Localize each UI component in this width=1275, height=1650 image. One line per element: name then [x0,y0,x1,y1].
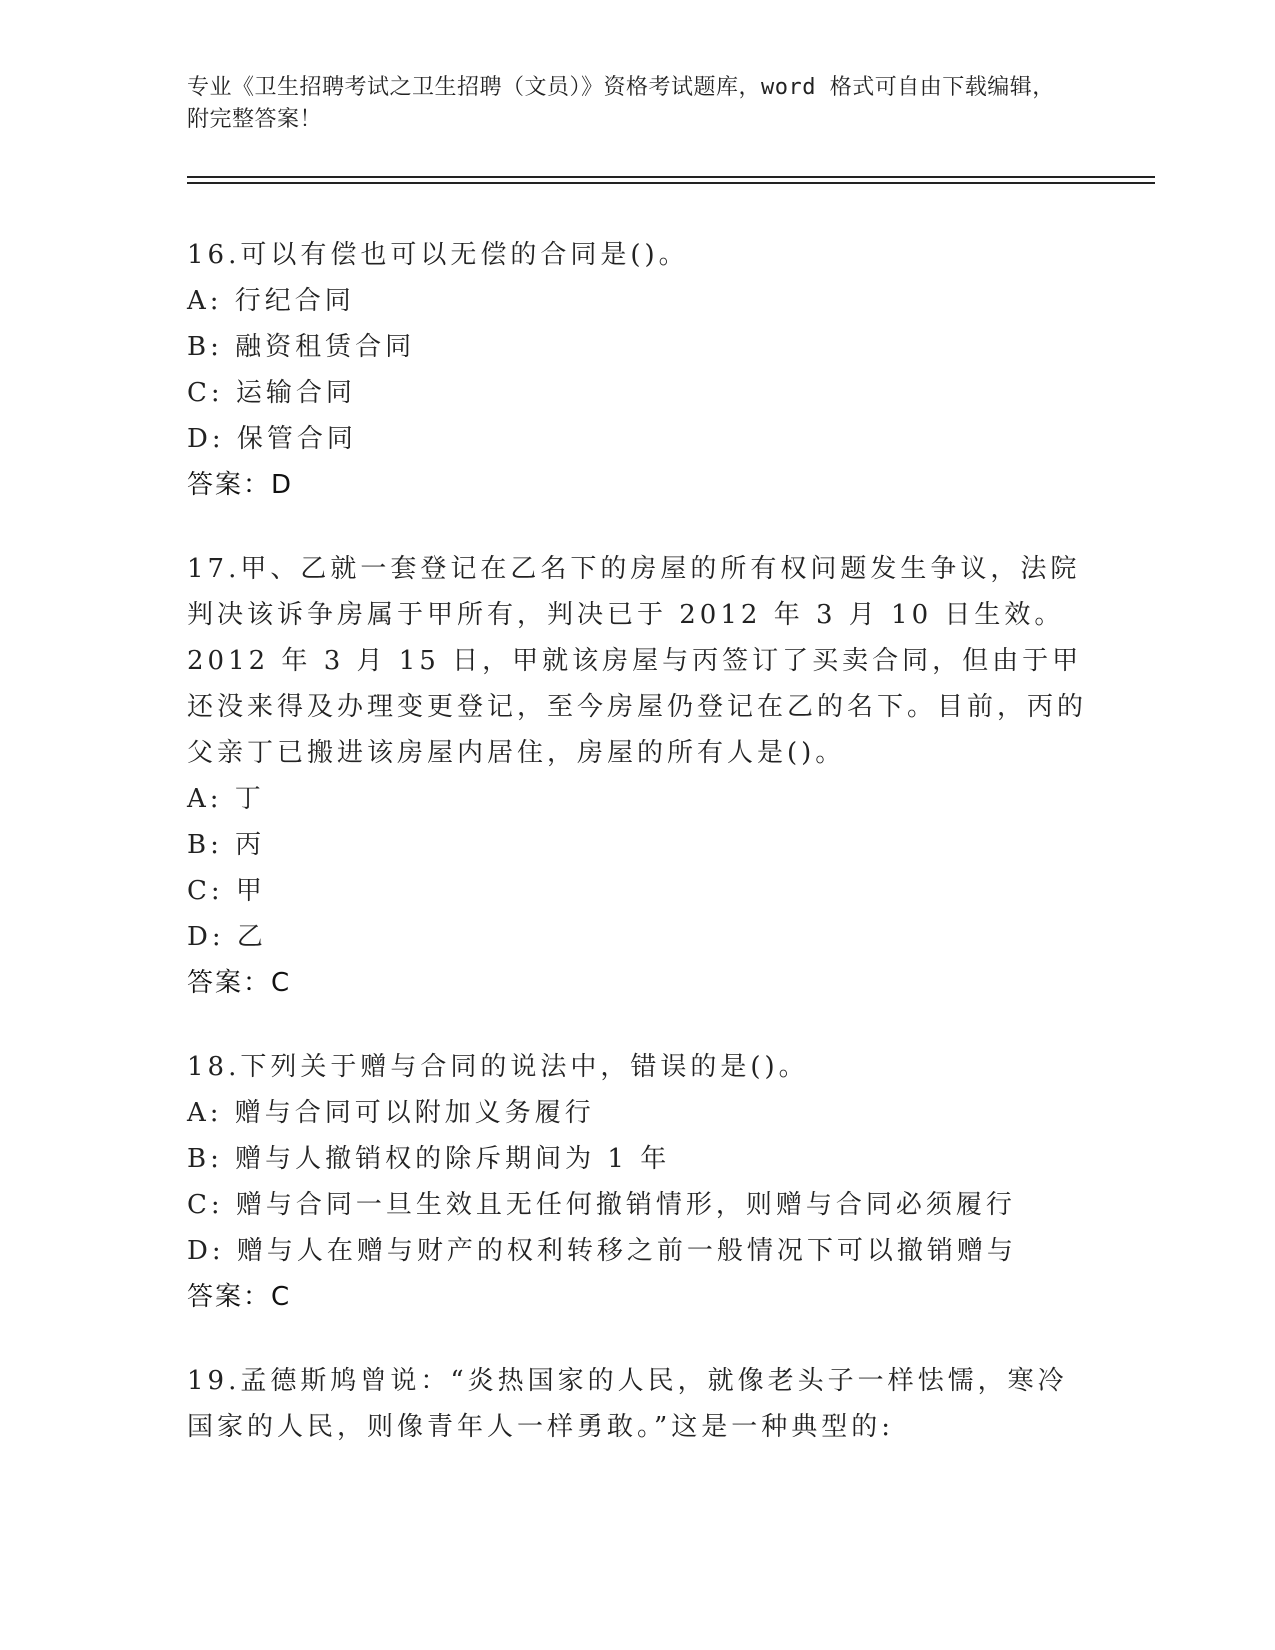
header-divider-bottom [187,182,1155,184]
question-stem: 18.下列关于赠与合同的说法中，错误的是()。 [187,1052,809,1082]
option-b: B: 融资租赁合同 [187,332,416,362]
document-header: 专业《卫生招聘考试之卫生招聘（文员）》资格考试题库，word 格式可自由下载编辑，附完整答案！ [187,75,1055,132]
question-list [187,232,1087,1488]
option-b: B: 丙 [187,830,266,860]
option-b: B: 赠与人撤销权的除斥期间为 1 年 [187,1144,671,1174]
answer: 答案：C [187,968,292,998]
question-16 [187,232,1087,508]
option-a: A: 赠与合同可以附加义务履行 [187,1098,595,1128]
option-a: A: 丁 [187,784,265,814]
answer: 答案：C [187,1282,292,1312]
option-d: D: 保管合同 [187,424,357,454]
option-c: C: 甲 [187,876,266,906]
question-stem: 17.甲、乙就一套登记在乙名下的房屋的所有权问题发生争议，法院判决该诉争房属于甲所有，判决已于 2012 年 3 月 10 日生效。2012 年 3 月 15 日，甲就该房屋与丙签订了买卖合同，但由于甲还没来得及办理变更登记，至今房屋仍登记在乙的名下。目前，丙的父亲丁已搬进该房屋内居住，房屋的所有人是()。 [187,554,1088,768]
option-c: C: 运输合同 [187,378,356,408]
question-17 [187,546,1087,1006]
answer: 答案：D [187,470,294,500]
question-18 [187,1044,1087,1320]
question-19 [187,1358,1087,1450]
header-divider-top [187,176,1155,178]
option-d: D: 赠与人在赠与财产的权利转移之前一般情况下可以撤销赠与 [187,1236,1017,1266]
question-stem: 16.可以有偿也可以无偿的合同是()。 [187,240,689,270]
option-a: A: 行纪合同 [187,286,355,316]
option-d: D: 乙 [187,922,267,952]
question-stem: 19.孟德斯鸠曾说：“炎热国家的人民，就像老头子一样怯懦，寒冷国家的人民，则像青年人一样勇敢。”这是一种典型的: [187,1366,1068,1442]
option-c: C: 赠与合同一旦生效且无任何撤销情形，则赠与合同必须履行 [187,1190,1016,1220]
